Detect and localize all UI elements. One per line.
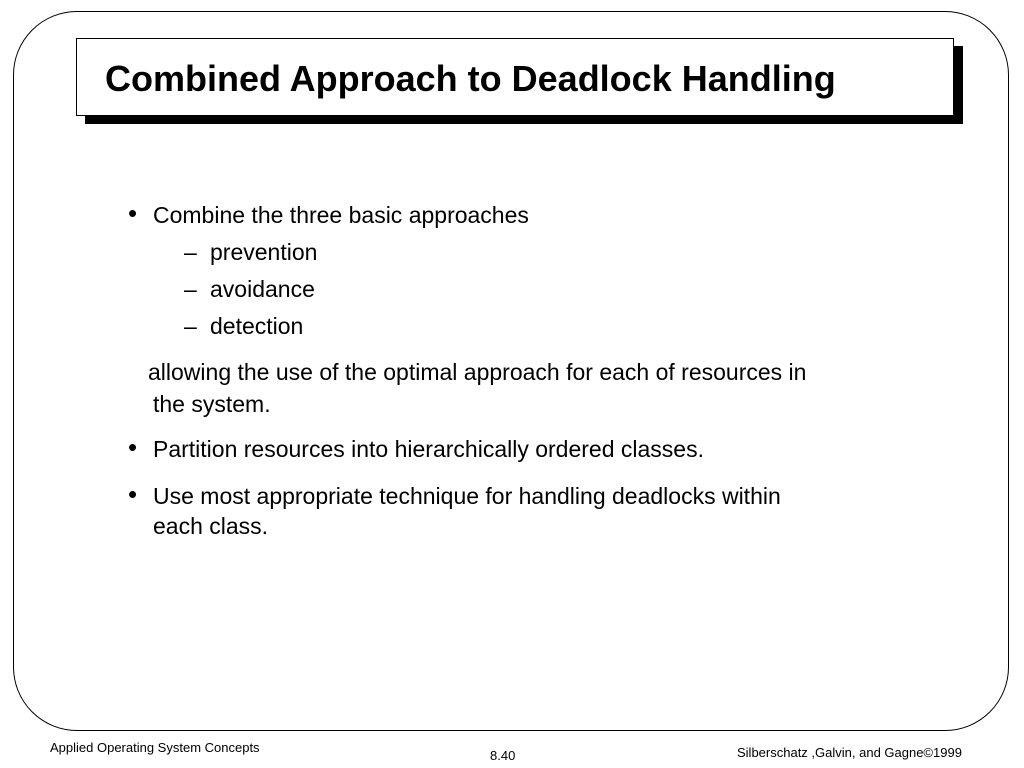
sub-item-prevention: prevention [210, 239, 318, 265]
sub-item-avoidance: avoidance [210, 276, 315, 302]
sub-item-detection: detection [210, 313, 304, 339]
sub-dash: – [184, 276, 197, 302]
sub-dash: – [184, 313, 197, 339]
footer-page-number: 8.40 [490, 748, 516, 763]
bullet-text-3-line-2: each class. [153, 513, 269, 539]
bullet-text-3-line-1: Use most appropriate technique for handling deadlocks within [153, 483, 781, 509]
continuation-line-1: allowing the use of the optimal approach for each of resources in [148, 359, 807, 385]
continuation-line-2: the system. [153, 391, 271, 417]
footer-right: Silberschatz ,Galvin, and Gagne©1999 [737, 745, 962, 760]
bullet-marker: • [128, 432, 138, 462]
slide-title: Combined Approach to Deadlock Handling [105, 58, 836, 99]
bullet-marker: • [128, 479, 138, 509]
footer-left: Applied Operating System Concepts [50, 740, 260, 755]
bullet-marker: • [128, 198, 138, 228]
bullet-text-2: Partition resources into hierarchically ordered classes. [153, 436, 704, 462]
bullet-text-1: Combine the three basic approaches [153, 202, 529, 228]
sub-dash: – [184, 239, 197, 265]
